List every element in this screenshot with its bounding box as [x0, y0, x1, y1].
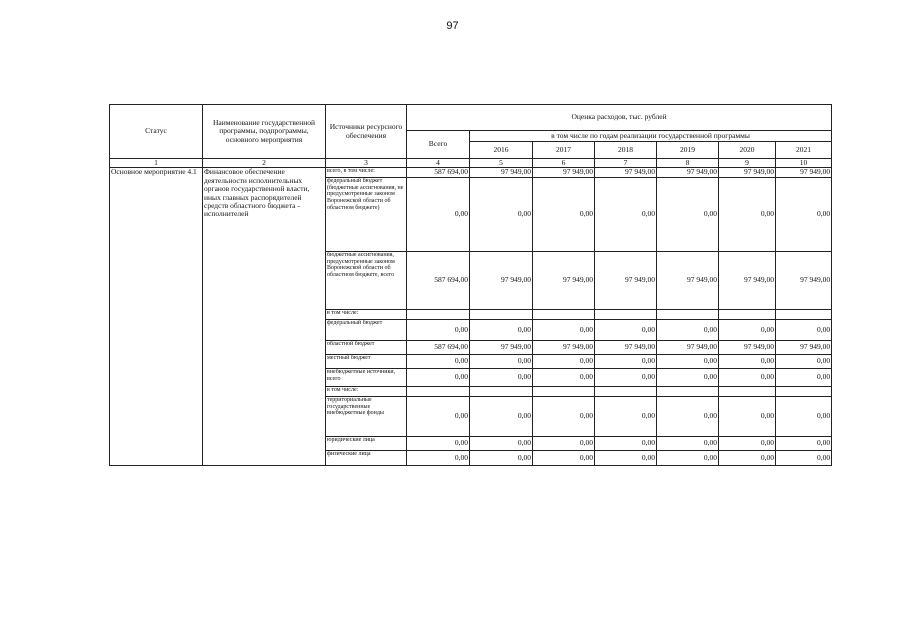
value-cell: 0,00	[407, 436, 470, 450]
value-cell: 0,00	[657, 177, 719, 251]
value-cell: 0,00	[407, 450, 470, 465]
source-cell: местный бюджет	[326, 354, 407, 368]
value-cell: 0,00	[407, 354, 470, 368]
value-cell: 0,00	[470, 354, 533, 368]
value-cell: 0,00	[719, 450, 776, 465]
value-cell: 0,00	[470, 436, 533, 450]
value-cell: 0,00	[470, 319, 533, 340]
header-year: 2016	[470, 142, 533, 159]
value-cell: 0,00	[595, 436, 657, 450]
value-cell: 0,00	[657, 368, 719, 386]
value-cell: 0,00	[776, 354, 832, 368]
value-cell: 97 949,00	[595, 340, 657, 354]
value-cell: 97 949,00	[533, 340, 595, 354]
value-cell: 97 949,00	[595, 251, 657, 309]
value-cell	[719, 386, 776, 396]
value-cell: 0,00	[470, 368, 533, 386]
value-cell	[595, 309, 657, 319]
value-cell: 97 949,00	[470, 168, 533, 177]
status-cell: Основное мероприятие 4.1	[110, 168, 203, 465]
column-number: 1	[110, 159, 203, 168]
value-cell	[657, 386, 719, 396]
value-cell: 0,00	[533, 368, 595, 386]
value-cell: 97 949,00	[533, 251, 595, 309]
value-cell: 0,00	[657, 436, 719, 450]
value-cell: 0,00	[776, 436, 832, 450]
value-cell: 0,00	[533, 396, 595, 436]
value-cell: 0,00	[533, 177, 595, 251]
value-cell: 0,00	[470, 177, 533, 251]
column-number: 3	[326, 159, 407, 168]
value-cell: 0,00	[470, 396, 533, 436]
value-cell: 0,00	[719, 436, 776, 450]
value-cell: 0,00	[657, 354, 719, 368]
value-cell	[533, 309, 595, 319]
value-cell	[533, 386, 595, 396]
value-cell: 0,00	[719, 319, 776, 340]
value-cell: 0,00	[776, 368, 832, 386]
value-cell: 97 949,00	[657, 251, 719, 309]
value-cell	[407, 386, 470, 396]
value-cell: 0,00	[533, 319, 595, 340]
value-cell: 0,00	[657, 396, 719, 436]
value-cell: 0,00	[407, 319, 470, 340]
value-cell: 587 694,00	[407, 340, 470, 354]
value-cell: 0,00	[595, 319, 657, 340]
header-name: Наименование государственной программы, подпрограммы, основного мероприятия	[203, 105, 326, 159]
source-cell: областной бюджет	[326, 340, 407, 354]
value-cell: 97 949,00	[657, 168, 719, 177]
header-year: 2020	[719, 142, 776, 159]
value-cell: 0,00	[533, 354, 595, 368]
value-cell: 0,00	[407, 177, 470, 251]
value-cell	[470, 386, 533, 396]
value-cell: 0,00	[595, 396, 657, 436]
header-total: Всего	[407, 131, 470, 159]
value-cell: 97 949,00	[470, 251, 533, 309]
column-number: 4	[407, 159, 470, 168]
value-cell: 97 949,00	[470, 340, 533, 354]
value-cell: 0,00	[657, 450, 719, 465]
value-cell: 97 949,00	[776, 251, 832, 309]
value-cell: 0,00	[407, 396, 470, 436]
value-cell: 97 949,00	[657, 340, 719, 354]
source-cell: в том числе:	[326, 386, 407, 396]
value-cell: 0,00	[776, 396, 832, 436]
value-cell: 0,00	[719, 396, 776, 436]
value-cell: 97 949,00	[776, 168, 832, 177]
value-cell	[595, 386, 657, 396]
header-year: 2018	[595, 142, 657, 159]
value-cell: 0,00	[595, 177, 657, 251]
value-cell	[776, 386, 832, 396]
value-cell	[407, 309, 470, 319]
value-cell: 0,00	[470, 450, 533, 465]
value-cell: 587 694,00	[407, 168, 470, 177]
value-cell: 0,00	[719, 354, 776, 368]
page-number: 97	[446, 20, 459, 32]
header-by-years: в том числе по годам реализации государственной программы	[470, 131, 832, 142]
header-estimate: Оценка расходов, тыс. рублей	[407, 105, 832, 131]
value-cell	[470, 309, 533, 319]
header-status: Статус	[110, 105, 203, 159]
source-cell: юридические лица	[326, 436, 407, 450]
value-cell: 97 949,00	[776, 340, 832, 354]
column-number: 5	[470, 159, 533, 168]
source-cell: федеральный бюджет	[326, 319, 407, 340]
value-cell	[776, 309, 832, 319]
value-cell: 0,00	[657, 319, 719, 340]
column-number: 9	[719, 159, 776, 168]
value-cell: 97 949,00	[719, 168, 776, 177]
value-cell: 0,00	[719, 368, 776, 386]
column-number: 8	[657, 159, 719, 168]
source-cell: федеральный бюджет (бюджетные ассигнования, не предусмотренные законом Воронежской области об областном бюджете)	[326, 177, 407, 251]
value-cell: 0,00	[719, 177, 776, 251]
value-cell: 0,00	[595, 368, 657, 386]
header-year: 2017	[533, 142, 595, 159]
table-row	[110, 168, 832, 177]
value-cell: 0,00	[776, 319, 832, 340]
source-cell: территориальные государственные внебюджетные фонды	[326, 396, 407, 436]
budget-table	[109, 104, 832, 466]
header-sources: Источники ресурсного обеспечения	[326, 105, 407, 159]
source-cell: физические лица	[326, 450, 407, 465]
header-year: 2021	[776, 142, 832, 159]
column-number: 10	[776, 159, 832, 168]
value-cell: 587 694,00	[407, 251, 470, 309]
value-cell: 0,00	[533, 436, 595, 450]
column-number: 2	[203, 159, 326, 168]
source-cell: бюджетные ассигнования, предусмотренные законом Воронежской области об областном бюджете, всего	[326, 251, 407, 309]
column-number: 6	[533, 159, 595, 168]
value-cell: 0,00	[407, 368, 470, 386]
value-cell: 0,00	[776, 177, 832, 251]
value-cell	[719, 309, 776, 319]
value-cell	[657, 309, 719, 319]
source-cell: внебюджетные источники, всего	[326, 368, 407, 386]
value-cell: 0,00	[595, 450, 657, 465]
header-year: 2019	[657, 142, 719, 159]
value-cell: 97 949,00	[719, 251, 776, 309]
value-cell: 97 949,00	[719, 340, 776, 354]
value-cell: 0,00	[776, 450, 832, 465]
value-cell: 97 949,00	[533, 168, 595, 177]
source-cell: всего, в том числе:	[326, 168, 407, 177]
column-number: 7	[595, 159, 657, 168]
name-cell: Финансовое обеспечение деятельности исполнительных органов государственной власти, иных главных распорядителей средств областного бюджета - исполнителей	[203, 168, 326, 465]
value-cell: 0,00	[595, 354, 657, 368]
value-cell: 97 949,00	[595, 168, 657, 177]
source-cell: в том числе:	[326, 309, 407, 319]
value-cell: 0,00	[533, 450, 595, 465]
